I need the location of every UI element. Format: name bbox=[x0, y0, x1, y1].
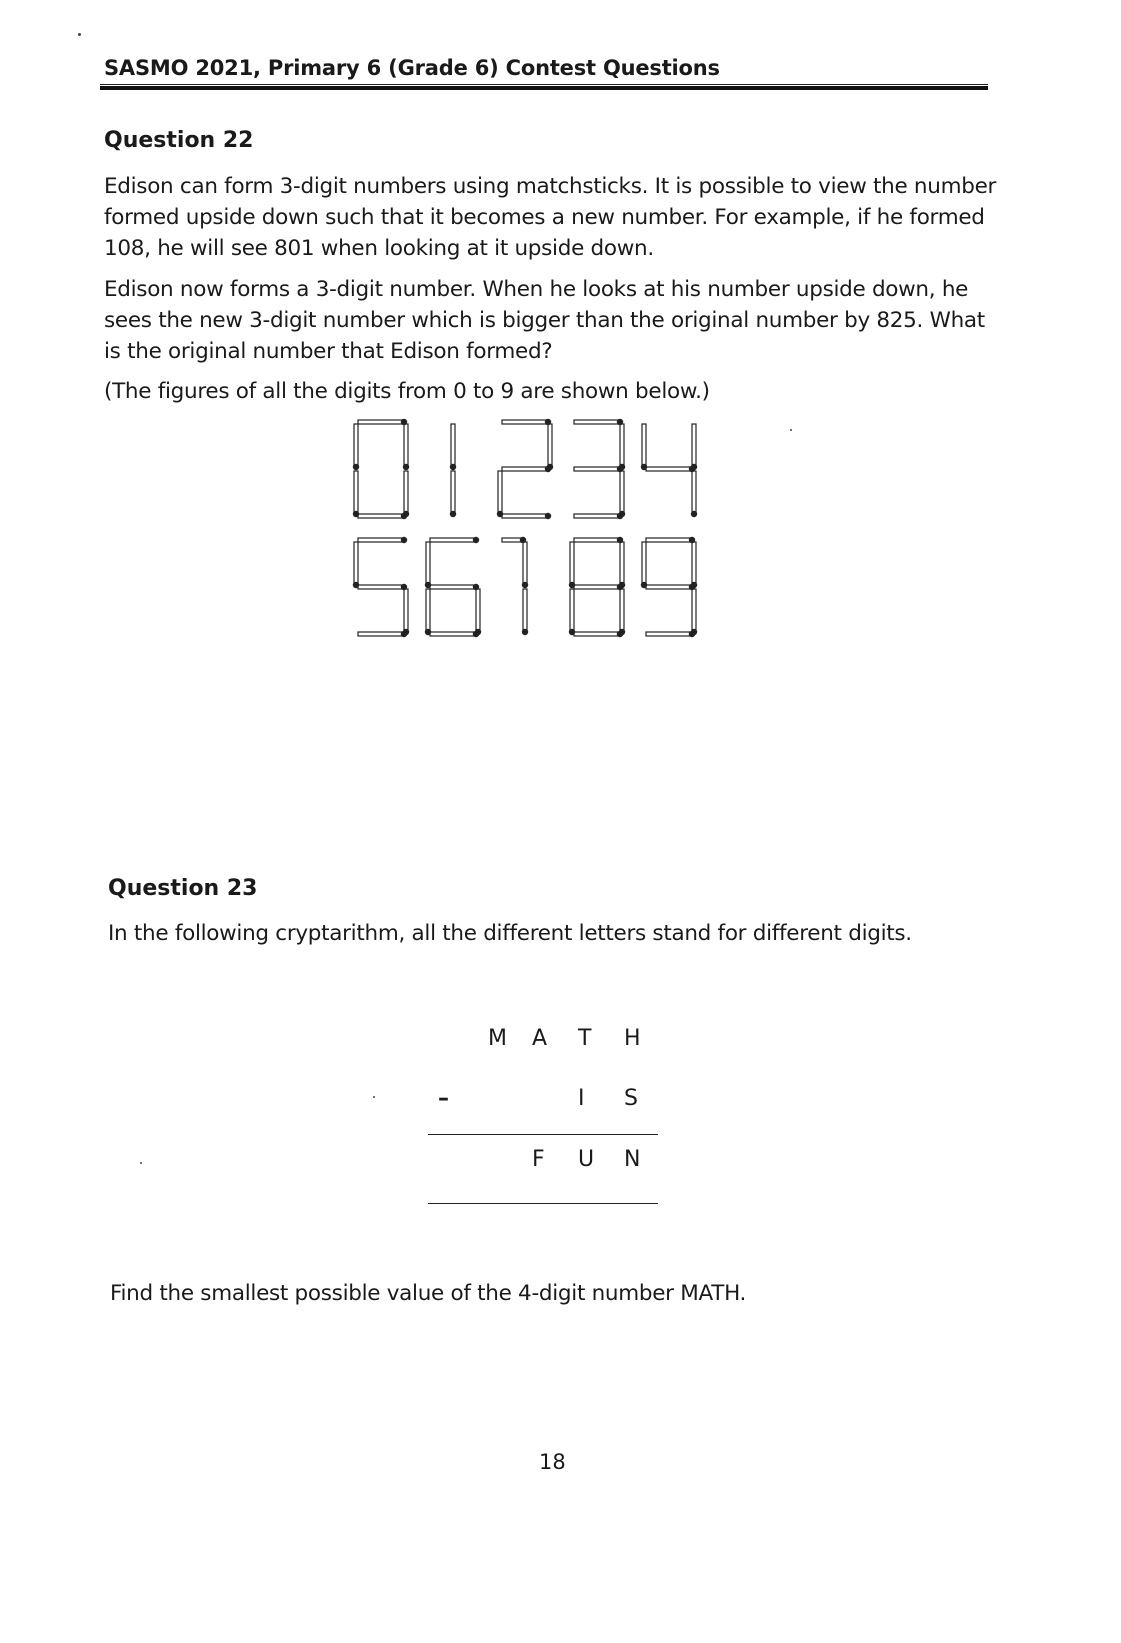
matchstick bbox=[522, 589, 528, 635]
matchstick-digit-row-0-4 bbox=[353, 419, 697, 519]
matchstick bbox=[574, 419, 623, 425]
matchstick-digit-6 bbox=[425, 537, 481, 637]
cryptarithm-letter-n: N bbox=[624, 1147, 641, 1172]
matchstick bbox=[574, 584, 623, 590]
matchstick bbox=[502, 513, 551, 519]
matchstick bbox=[574, 466, 623, 472]
matchstick bbox=[641, 542, 647, 588]
cryptarithm-letter-m: M bbox=[488, 1026, 507, 1051]
matchstick bbox=[547, 424, 553, 470]
cryptarithm-letter-s: S bbox=[624, 1086, 638, 1111]
page-speck-2 bbox=[373, 1096, 375, 1098]
matchstick bbox=[497, 471, 503, 517]
matchstick bbox=[450, 471, 456, 517]
matchstick bbox=[619, 424, 625, 470]
matchstick bbox=[691, 471, 697, 517]
matchstick bbox=[646, 584, 695, 590]
matchstick bbox=[691, 589, 697, 635]
matchstick bbox=[522, 542, 528, 588]
matchstick bbox=[430, 631, 479, 637]
cryptarithm-letter-i: I bbox=[578, 1086, 585, 1111]
question-22-paragraph-2: Edison now forms a 3-digit number. When he looks at his number upside down, he sees the new 3-digit number which is bigger than the original number by 825. What is the original number that Edison formed? bbox=[104, 277, 985, 364]
question-22-paragraph-1: Edison can form 3-digit numbers using matchsticks. It is possible to view the number formed upside down such that it becomes a new number. For example, if he formed 108, he will see 801 when looking at it upside down. bbox=[104, 174, 997, 261]
matchstick bbox=[502, 419, 551, 425]
question-22-title: Question 22 bbox=[104, 128, 254, 153]
matchstick bbox=[691, 424, 697, 470]
matchstick bbox=[430, 584, 479, 590]
page-number: 18 bbox=[539, 1450, 566, 1474]
matchstick bbox=[569, 589, 575, 635]
cryptarithm-bottom-rule bbox=[428, 1203, 658, 1204]
cryptarithm-letter-h: H bbox=[624, 1026, 641, 1051]
matchstick bbox=[574, 631, 623, 637]
matchstick-digit-4 bbox=[641, 424, 697, 517]
question-23-intro: In the following cryptarithm, all the different letters stand for different digits. bbox=[108, 921, 912, 946]
cryptarithm-minus-sign: – bbox=[438, 1086, 449, 1111]
cryptarithm-letter-f: F bbox=[532, 1147, 545, 1172]
cryptarithm-letter-u: U bbox=[578, 1147, 595, 1172]
matchstick bbox=[358, 537, 407, 543]
matchstick bbox=[403, 589, 409, 635]
matchstick bbox=[569, 542, 575, 588]
figure-speck bbox=[790, 429, 792, 431]
matchstick bbox=[619, 542, 625, 588]
header-rule bbox=[100, 84, 988, 90]
matchstick bbox=[450, 424, 456, 470]
question-22-paragraph-3: (The figures of all the digits from 0 to 9 are shown below.) bbox=[104, 379, 710, 404]
matchstick-digit-row-5-9 bbox=[353, 537, 697, 637]
matchstick bbox=[425, 589, 431, 635]
page-speck bbox=[78, 33, 81, 36]
matchstick bbox=[403, 471, 409, 517]
question-23-prompt: Find the smallest possible value of the 4-digit number MATH. bbox=[110, 1281, 747, 1306]
matchstick bbox=[358, 584, 407, 590]
matchstick-digit-3 bbox=[574, 419, 625, 519]
matchstick-digit-9 bbox=[641, 537, 697, 637]
cryptarithm-letter-t: T bbox=[578, 1026, 592, 1051]
matchstick-digit-2 bbox=[497, 419, 553, 519]
matchstick bbox=[646, 631, 695, 637]
matchstick bbox=[358, 631, 407, 637]
matchstick bbox=[353, 471, 359, 517]
matchstick-digit-1 bbox=[450, 424, 456, 517]
matchstick bbox=[646, 537, 695, 543]
matchstick bbox=[353, 424, 359, 470]
matchstick bbox=[619, 471, 625, 517]
matchstick bbox=[425, 542, 431, 588]
matchstick bbox=[353, 542, 359, 588]
matchstick bbox=[475, 589, 481, 635]
matchstick bbox=[430, 537, 479, 543]
page-speck-3 bbox=[140, 1162, 142, 1164]
matchstick bbox=[574, 513, 623, 519]
matchstick-digits-figure bbox=[340, 410, 720, 650]
cryptarithm-letter-a: A bbox=[532, 1026, 548, 1051]
matchstick-digit-8 bbox=[569, 537, 625, 637]
matchstick bbox=[358, 419, 407, 425]
matchstick bbox=[619, 589, 625, 635]
matchstick bbox=[502, 466, 551, 472]
matchstick bbox=[358, 513, 407, 519]
matchstick bbox=[641, 424, 647, 470]
question-23-title: Question 23 bbox=[108, 876, 258, 901]
matchstick bbox=[646, 466, 695, 472]
cryptarithm-top-rule bbox=[428, 1134, 658, 1135]
matchstick bbox=[574, 537, 623, 543]
matchstick bbox=[403, 424, 409, 470]
matchstick-digit-0 bbox=[353, 419, 409, 519]
matchstick bbox=[691, 542, 697, 588]
matchstick-digit-7 bbox=[502, 537, 528, 635]
page-header-title: SASMO 2021, Primary 6 (Grade 6) Contest Questions bbox=[104, 56, 720, 80]
matchstick-digit-5 bbox=[353, 537, 409, 637]
